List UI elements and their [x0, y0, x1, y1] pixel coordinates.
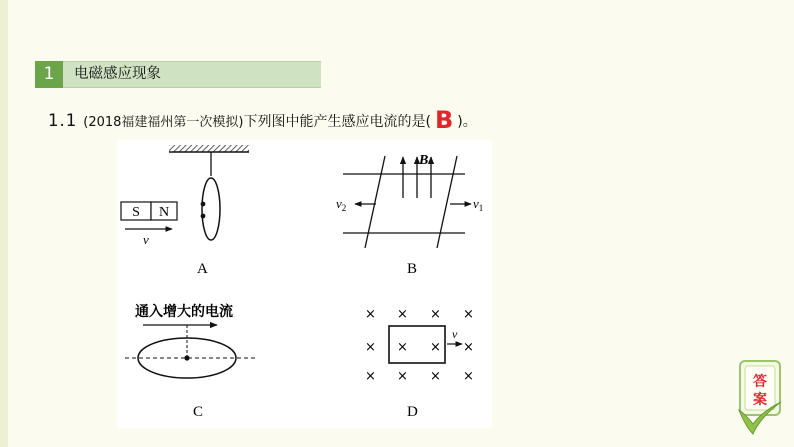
left-stripe	[0, 0, 8, 447]
panel-c-caption: 通入增大的电流	[135, 304, 233, 320]
answer-button-svg	[733, 358, 785, 438]
ring-gap-dot-bottom	[201, 214, 206, 219]
answer-label-1: 答	[753, 374, 767, 390]
field-cross: ×	[430, 340, 441, 355]
answer-button[interactable]	[733, 358, 785, 438]
magnet-n-label: N	[158, 205, 170, 220]
ring-gap-dot-top	[201, 202, 206, 207]
ceiling-hatch	[169, 145, 249, 152]
field-cross: ×	[365, 340, 376, 355]
velocity-v1-text	[473, 196, 483, 213]
velocity-label-a: v	[143, 232, 149, 247]
field-cross: ×	[365, 307, 376, 322]
question-source: (2018福建福州第一次模拟)	[83, 115, 244, 130]
ring-center-dot	[184, 355, 189, 360]
conducting-ring	[202, 178, 220, 240]
velocity-v2-label: v	[336, 196, 342, 211]
field-cross: ×	[463, 340, 474, 355]
section-title: 电磁感应现象	[74, 66, 161, 82]
field-cross: ×	[397, 369, 408, 384]
panel-c	[125, 303, 257, 420]
field-label: B	[419, 153, 429, 168]
panel-b-label: B	[407, 261, 418, 277]
question-stem: 下列图中能产生感应电流的是(	[243, 114, 431, 130]
panel-a	[121, 145, 249, 277]
question-end: )。	[457, 114, 477, 130]
panel-a-label: A	[197, 261, 208, 277]
velocity-v2-sub: 2	[341, 203, 347, 213]
velocity-v1-sub: 1	[478, 203, 484, 213]
magnet-s-label: S	[132, 205, 140, 220]
answer-letter: B	[434, 106, 454, 134]
section-number: 1	[35, 61, 63, 88]
velocity-label-d: v	[452, 327, 458, 341]
answer-label-2: 案	[753, 392, 767, 408]
rod-left	[365, 156, 385, 248]
panel-d-label: D	[407, 404, 418, 420]
panel-c-label: C	[193, 404, 204, 420]
question-line	[48, 108, 477, 135]
question-number: 1.1	[48, 111, 78, 130]
field-cross: ×	[430, 307, 441, 322]
field-cross: ×	[463, 369, 474, 384]
panel-b	[336, 153, 483, 277]
velocity-v2-text	[336, 196, 346, 213]
panel-d	[365, 307, 474, 420]
field-cross: ×	[463, 307, 474, 322]
field-cross: ×	[430, 369, 441, 384]
field-cross: ×	[397, 340, 408, 355]
velocity-v1-label: v	[473, 196, 479, 211]
figure-svg	[117, 140, 492, 428]
physics-figure	[117, 140, 492, 428]
rod-right	[437, 156, 457, 248]
field-cross: ×	[365, 369, 376, 384]
field-cross: ×	[397, 307, 408, 322]
